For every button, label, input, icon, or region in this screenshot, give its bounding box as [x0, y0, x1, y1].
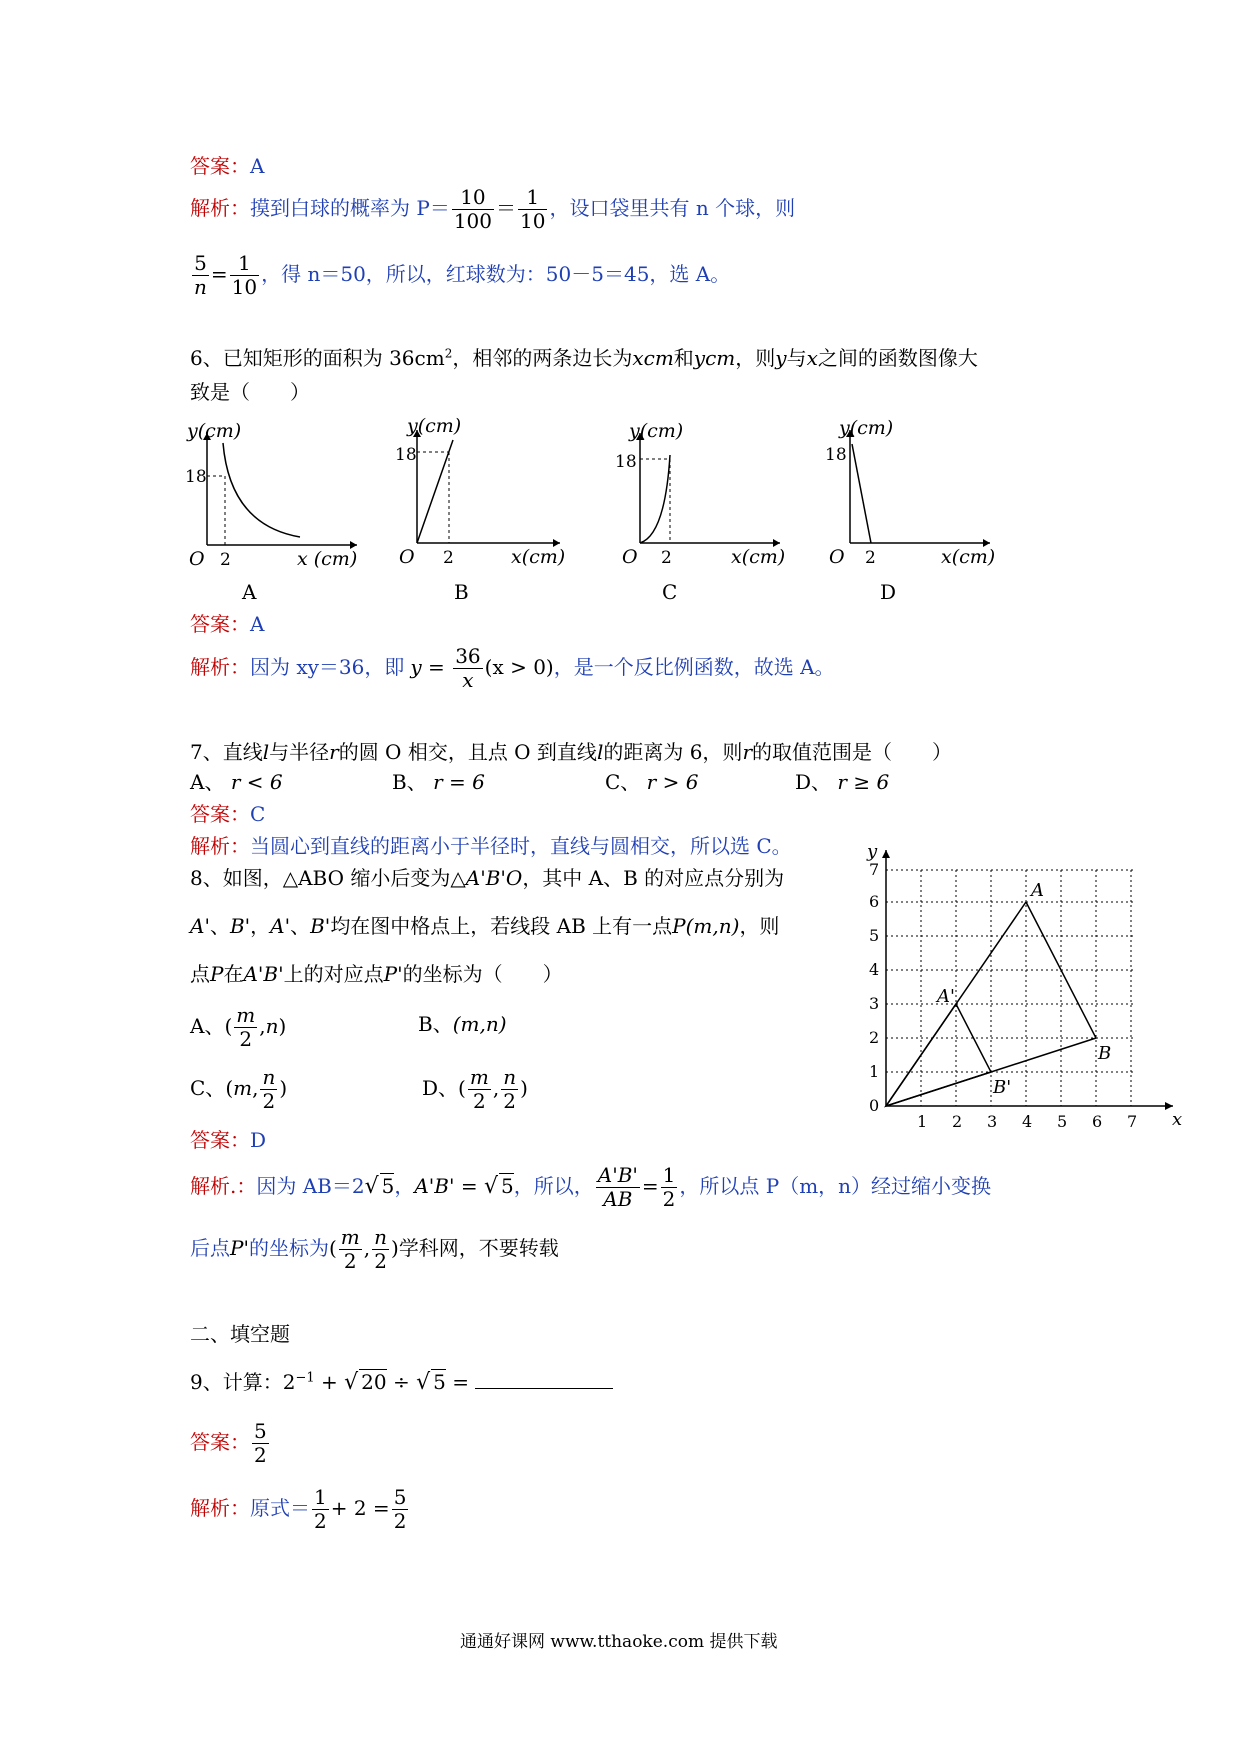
analysis-text: 摸到白球的概率为 P＝ — [250, 196, 450, 220]
q8-grid-figure — [855, 835, 1185, 1140]
y-axis-label: y(cm) — [407, 415, 462, 437]
graph-b — [395, 410, 570, 580]
point-b-label: B — [1098, 1043, 1112, 1064]
fraction: $\frac{A'B'}{AB}$ — [597, 1163, 638, 1211]
triangle-a1b1o — [886, 1004, 991, 1106]
fraction: $\frac{1}{10}$ — [520, 185, 546, 233]
y-tick: 18 — [825, 445, 847, 465]
svg-text:7: 7 — [869, 860, 880, 879]
q8-analysis-line-1: 解析.：因为 AB＝2√ 5，A'B' = √ 5，所以， $\frac{A'B'}{AB}$ = $\frac{1}{2}$ ，所以点 P（m，n）经过缩小变换 — [190, 1163, 992, 1211]
graph-d — [825, 412, 1005, 582]
q5-analysis-line-2: $\frac{5}{n}$ = $\frac{1}{10}$ ，得 n＝50，所以，红球数为：50－5＝45，选 A。 — [194, 251, 731, 299]
x-tick: 2 — [443, 548, 454, 568]
fraction: $\frac{5}{n}$ — [194, 251, 207, 299]
y-axis-label: y(cm) — [629, 420, 684, 442]
fraction: $\frac{10}{100}$ — [453, 185, 493, 233]
q8-stem-line-3: 点P在A'B'上的对应点P'的坐标为（ ） — [190, 962, 563, 986]
q8-analysis-line-2: 后点P'的坐标为( $\frac{m}{2}$ , $\frac{n}{2}$ )学科网，不要转载 — [190, 1225, 559, 1273]
svg-text:3: 3 — [869, 994, 880, 1013]
svg-text:2: 2 — [869, 1028, 880, 1047]
q8-option-d: D、( $\frac{m}{2}$ , $\frac{n}{2}$ ) — [422, 1065, 528, 1113]
svg-text:4: 4 — [1022, 1112, 1033, 1131]
y-tick: 18 — [395, 445, 417, 465]
point-b1-label: B' — [993, 1077, 1012, 1098]
analysis-label: 解析： — [190, 196, 250, 220]
answer-value: A — [250, 154, 265, 178]
q8-answer-line: 答案：D — [190, 1128, 267, 1152]
graph-a-label: A — [242, 580, 257, 604]
y-tick: 18 — [185, 467, 207, 487]
x-tick: 2 — [865, 548, 876, 568]
origin-label: O — [189, 548, 205, 570]
q6-analysis-line: 解析：因为 xy＝36，即 y = $\frac{36}{x}$ (x > 0)，是一个反比例函数，故选 A。 — [190, 644, 835, 692]
answer-label: 答案： — [190, 154, 250, 178]
x-axis-label: x(cm) — [731, 546, 786, 568]
x-axis-label: x(cm) — [941, 546, 996, 568]
svg-text:3: 3 — [987, 1112, 998, 1131]
q8-option-b: B、(m,n) — [418, 1012, 507, 1036]
fraction: $\frac{5}{2}$ — [254, 1419, 267, 1467]
x-axis-label: x(cm) — [511, 546, 566, 568]
svg-text:1: 1 — [917, 1112, 928, 1131]
graph-c-label: C — [662, 580, 678, 604]
q8-option-c: C、(m, $\frac{n}{2}$ ) — [190, 1065, 288, 1113]
q6-answer-line: 答案：A — [190, 612, 265, 636]
svg-text:5: 5 — [869, 926, 880, 945]
q9-analysis-line: 解析：原式＝ $\frac{1}{2}$ + 2 = $\frac{5}{2}$ — [190, 1485, 407, 1533]
fraction: $\frac{1}{10}$ — [231, 251, 258, 299]
fraction: $\frac{5}{2}$ — [393, 1485, 407, 1533]
graph-b-label: B — [454, 580, 469, 604]
x-axis-label: x (cm) — [297, 548, 358, 570]
y-label: y — [867, 841, 878, 862]
q6-stem-line-1: 6、已知矩形的面积为 $36cm^2$，相邻的两条边长为xcm和ycm，则y与x之间的函数图像大 — [190, 346, 978, 370]
q5-answer-line — [190, 154, 264, 178]
section-title: 二、填空题 — [190, 1322, 290, 1346]
svg-text:6: 6 — [869, 892, 880, 911]
y-axis-label: y(cm) — [839, 417, 894, 439]
analysis-text: ，得 n＝50，所以，红球数为：50－5＝45，选 A。 — [261, 262, 731, 286]
x-label: x — [1172, 1109, 1183, 1130]
graph-c — [615, 415, 795, 585]
graph-a — [185, 415, 365, 585]
origin-label: O — [399, 546, 415, 568]
point-a1-label: A' — [937, 986, 955, 1007]
y-axis-label: y(cm) — [187, 420, 242, 442]
svg-text:6: 6 — [1092, 1112, 1103, 1131]
x-ticks — [917, 1112, 1137, 1131]
q9-stem: 9、计算：$2^{-1}$ + √ 20 ÷ √ 5 = — [190, 1370, 613, 1396]
q7-option-c: C、 r > 6 — [605, 770, 699, 794]
q8-option-a: A、( $\frac{m}{2}$ ,n) — [190, 1003, 287, 1051]
fraction: $\frac{1}{2}$ — [314, 1485, 327, 1533]
q7-analysis-line: 解析：当圆心到直线的距离小于半径时，直线与圆相交，所以选 C。 — [190, 834, 792, 858]
svg-text:2: 2 — [952, 1112, 963, 1131]
svg-text:7: 7 — [1127, 1112, 1138, 1131]
origin-label: O — [829, 546, 845, 568]
q8-stem-line-2: A'、B'，A'、B'均在图中格点上，若线段 AB 上有一点P(m,n)，则 — [190, 914, 780, 938]
x-tick: 2 — [661, 548, 672, 568]
q6-stem-line-2: 致是（ ） — [190, 380, 310, 404]
q9-answer-line: 答案： $\frac{5}{2}$ — [190, 1419, 267, 1467]
x-tick: 2 — [220, 550, 231, 570]
q5-analysis-line-1: 解析：摸到白球的概率为 P＝ $\frac{10}{100}$ ＝ $\frac{1}{10}$ ，设口袋里共有 n 个球，则 — [190, 185, 796, 233]
q8-stem-line-1: 8、如图，△ABO 缩小后变为△A'B'O，其中 A、B 的对应点分别为 — [190, 866, 785, 890]
q7-stem: 7、直线l与半径r的圆 O 相交，且点 O 到直线l的距离为 6，则r的取值范围是（ ） — [190, 740, 952, 764]
svg-text:5: 5 — [1057, 1112, 1068, 1131]
origin-label: 0 — [869, 1096, 880, 1115]
y-ticks — [869, 860, 879, 1081]
svg-text:4: 4 — [869, 960, 880, 979]
y-tick: 18 — [615, 452, 637, 472]
analysis-text: ，设口袋里共有 n 个球，则 — [549, 196, 796, 220]
answer-blank — [475, 1370, 613, 1389]
q7-option-b: B、 r = 6 — [392, 770, 485, 794]
q7-answer-line: 答案：C — [190, 802, 266, 826]
graph-d-label: D — [880, 580, 897, 604]
point-a-label: A — [1031, 880, 1044, 901]
fraction: $\frac{36}{x}$ — [455, 644, 481, 692]
svg-text:1: 1 — [869, 1062, 880, 1081]
q7-option-a: A、 r < 6 — [190, 770, 283, 794]
page-footer: 通通好课网 www.tthaoke.com 提供下载 — [460, 1632, 778, 1652]
fraction: $\frac{1}{2}$ — [662, 1163, 676, 1211]
origin-label: O — [622, 546, 638, 568]
q7-option-d: D、 r ≥ 6 — [795, 770, 890, 794]
grid-lines — [886, 870, 1136, 1106]
